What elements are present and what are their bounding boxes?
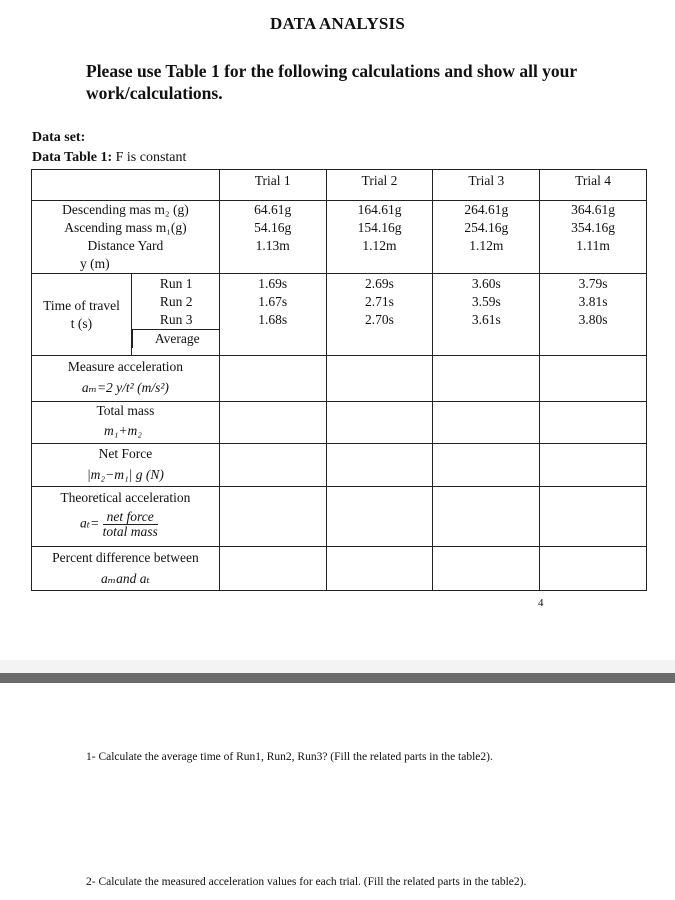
mass-distance-labels <box>32 201 220 274</box>
trial-header: Trial 4 <box>540 170 647 201</box>
question-1: 1- Calculate the average time of Run1, Run2, Run3? (Fill the related parts in the table2). <box>86 751 493 763</box>
trial-3-times: 3.60s 3.59s 3.61s <box>433 274 540 356</box>
net-force-label-cell <box>32 444 220 487</box>
empty-cell <box>540 547 647 591</box>
total-mass-label: Total mass <box>96 403 155 418</box>
net-force-row <box>32 444 647 487</box>
empty-cell <box>433 356 540 402</box>
total-mass-row <box>32 402 647 444</box>
descending-mass-label: Descending mas m₂ (g) <box>62 202 189 217</box>
page-number: 4 <box>538 597 544 609</box>
trial-2-mass-cell: 164.61g 154.16g 1.12m <box>326 201 433 274</box>
ascending-mass-label: Ascending mass m₁(g) <box>64 220 187 235</box>
page-separator <box>0 673 675 683</box>
trial-header: Trial 1 <box>219 170 326 201</box>
trial-3-mass-cell: 264.61g 254.16g 1.12m <box>433 201 540 274</box>
empty-cell <box>433 547 540 591</box>
average-label: Average <box>132 329 219 348</box>
table-caption <box>32 150 186 166</box>
theoretical-accel-label: Theoretical acceleration <box>60 490 191 505</box>
measure-accel-formula: aₘ=2 y/t² (m/s²) <box>81 380 169 395</box>
empty-cell <box>540 402 647 444</box>
trial-header: Trial 3 <box>433 170 540 201</box>
run-2-label: Run 2 <box>159 294 193 309</box>
time-unit-label: t (s) <box>70 315 93 331</box>
time-label-cell <box>32 274 132 356</box>
trial-header: Trial 2 <box>326 170 433 201</box>
empty-cell <box>219 402 326 444</box>
data-set-label: Data set: <box>32 130 86 145</box>
empty-cell <box>326 547 433 591</box>
table-caption-rest: F is constant <box>115 150 187 165</box>
theoretical-accel-label-cell <box>32 487 220 547</box>
theoretical-accel-row <box>32 487 647 547</box>
theoretical-accel-formula: aₜ= $\frac{\text{net force}}{\text{total mass}}$ <box>80 509 158 539</box>
empty-cell <box>219 356 326 402</box>
trial-1-times: 1.69s 1.67s 1.68s <box>219 274 326 356</box>
empty-cell <box>326 487 433 547</box>
empty-cell <box>540 356 647 402</box>
trial-2-times: 2.69s 2.71s 2.70s <box>326 274 433 356</box>
empty-cell <box>433 444 540 487</box>
trial-4-times: 3.79s 3.81s 3.80s <box>540 274 647 356</box>
total-mass-formula: m₁+m₂ <box>104 423 142 438</box>
trial-1-mass-cell: 64.61g 54.16g 1.13m <box>219 201 326 274</box>
time-of-travel-label: Time of travel <box>43 297 120 313</box>
question-2: 2- Calculate the measured acceleration values for each trial. (Fill the related parts in the table2). <box>86 876 527 888</box>
run-labels-cell <box>131 274 219 356</box>
empty-cell <box>326 402 433 444</box>
measure-accel-row <box>32 356 647 402</box>
table-caption-bold: Data Table 1: <box>32 150 113 165</box>
header-empty-cell <box>32 170 220 201</box>
empty-cell <box>219 547 326 591</box>
empty-cell <box>219 444 326 487</box>
total-mass-label-cell <box>32 402 220 444</box>
measure-accel-label: Measure acceleration <box>67 359 183 374</box>
net-force-label: Net Force <box>98 446 153 461</box>
percent-diff-label: Percent difference between <box>52 550 199 565</box>
run-1-label: Run 1 <box>159 276 193 291</box>
trial-4-mass-cell: 364.61g 354.16g 1.11m <box>540 201 647 274</box>
percent-diff-label-cell <box>32 547 220 591</box>
distance-label: Distance Yard <box>87 238 164 253</box>
empty-cell <box>219 487 326 547</box>
mass-distance-row <box>32 201 647 274</box>
empty-cell <box>433 402 540 444</box>
distance-unit-label: y (m) <box>80 256 110 271</box>
empty-cell <box>326 444 433 487</box>
measure-accel-label-cell <box>32 356 220 402</box>
net-force-formula: |m₂−m₁| g (N) <box>86 467 164 482</box>
page-title: DATA ANALYSIS <box>269 14 406 33</box>
time-row <box>32 274 647 356</box>
empty-cell <box>540 444 647 487</box>
data-table-1 <box>31 169 647 591</box>
empty-cell <box>540 487 647 547</box>
run-3-label: Run 3 <box>159 312 193 327</box>
percent-diff-formula: aₘand aₜ <box>101 571 150 586</box>
table-header-row <box>32 170 647 201</box>
percent-diff-row <box>32 547 647 591</box>
empty-cell <box>433 487 540 547</box>
instruction-text: Please use Table 1 for the following calculations and show all your work/calculations. <box>86 61 577 103</box>
empty-cell <box>326 356 433 402</box>
page-gap-shade <box>0 660 675 673</box>
